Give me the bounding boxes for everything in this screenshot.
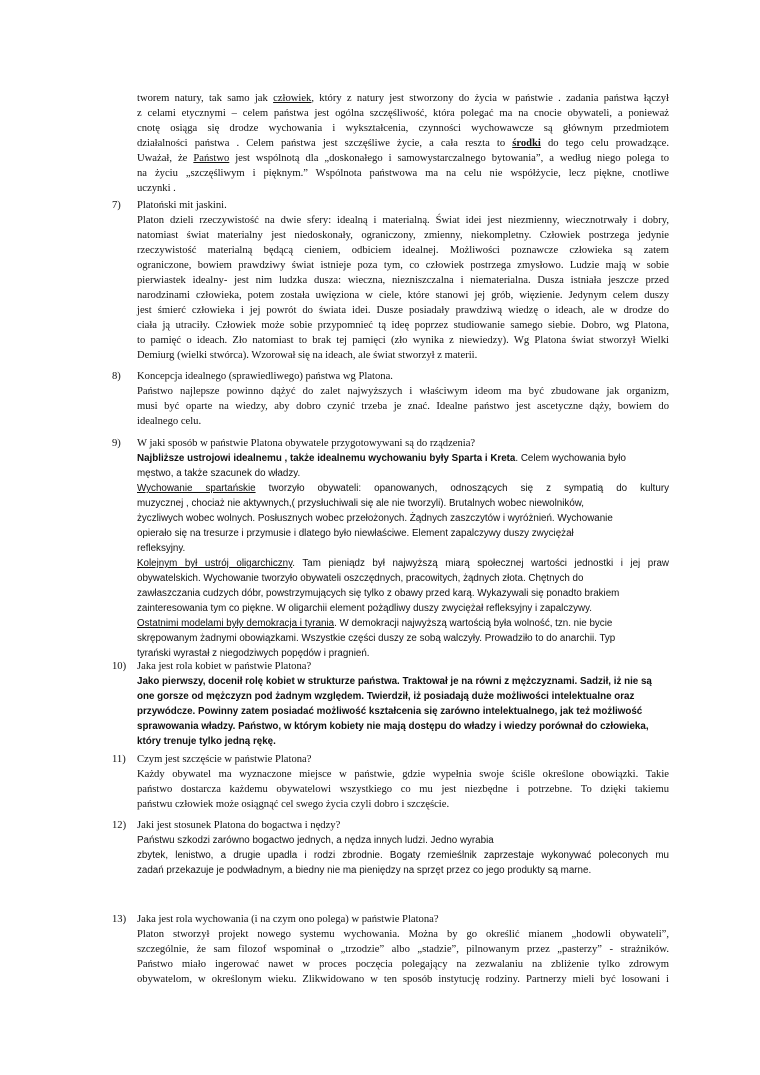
- body-line: [137, 734, 669, 749]
- section-10: [137, 659, 669, 749]
- bold-text: Najbliższe ustrojowi idealnemu , także idealnemu wychowaniu były Sparta i Kreta: [137, 453, 516, 464]
- section-title: Jaki jest stosunek Platona do bogactwa i nędzy?: [137, 820, 341, 831]
- body-line: [137, 451, 669, 466]
- section-number: 8): [112, 371, 121, 382]
- body-line: to pamięć o ideach. Zło natomiast to brak tej pamięci (zło wynika z niewiedzy). Wg Platona świat stworzył Wielki: [137, 335, 669, 346]
- bold-text: one gorsze od mężczyzn pod żadnym względem. Twierdził, iż posiadają duże możliwości intelektualne oraz: [137, 691, 635, 702]
- underlined-term: człowiek: [273, 93, 312, 104]
- text-run: do tego celu prowadzące.: [540, 138, 669, 149]
- intro-line: z celami etycznymi – celem państwa jest ogólna szczęśliwość, która polegać ma na cnocie obywateli, a ponieważ: [137, 108, 669, 119]
- body-line: pierwiastek idealny- jest nim ludzka dusza: wieczna, niezniszczalna i niematerialna. Dusza istniała jeszcze przed: [137, 275, 669, 286]
- text-run: . Tam pieniądz był najwyższą miarą społecznej wartości jednostki i jej praw: [292, 558, 669, 569]
- body-line: Demiurg (wielki stwórca). Wzorował się na ideach, ale świat stworzył z materii.: [137, 350, 478, 361]
- text-run: jest wspólnotą dla „doskonałego i samowystarczalnego bytowania”, a według niego polega to: [229, 153, 669, 164]
- section-title: W jaki sposób w państwie Platona obywatele przygotowywani są do rządzenia?: [137, 438, 476, 449]
- intro-line: cnotę osiąga się drodze wychowania i wykształcenia, czynności wychowawcze są głównym przedmiotem: [137, 123, 669, 134]
- body-line: zawłaszczania cudzych dóbr, powstrzymujących się tylko z obawy przed karą. Wykazywali się ponadto brakiem: [137, 588, 620, 599]
- section-number: 10): [112, 661, 127, 672]
- body-line: obywatelskich. Wychowanie tworzyło obywateli oszczędnych, pracowitych, żądnych złota. Chętnych do: [137, 573, 584, 584]
- intro-line: na życiu „szczęśliwym i pięknym.” Wspólnota państwowa ma na celu nie współżycie, lecz piękne, cnotliwe: [137, 168, 669, 179]
- body-line: Platon dzieli rzeczywistość na dwie sfery: idealną i materialną. Świat idei jest niezmienny, wiecznotrwały i dobry,: [137, 215, 669, 226]
- text-run: działalności państwa . Celem państwa jest szczęśliwe życie, a cała reszta to: [137, 138, 513, 149]
- bold-text: przywódcze. Powinny zatem posiadać możliwość kształcenia się zarówno intelektualnego, jak też możliwość: [137, 706, 643, 717]
- bold-text: Jako pierwszy, docenił rolę kobiet w strukturze państwa. Traktował je na równi z mężczyznami. Sadził, iż nie są: [137, 676, 652, 687]
- body-line: zainteresowania tym co piękne. W oligarchii element pożądliwy duszy zwyciężał refleksyjny i zapalczywy.: [137, 603, 593, 614]
- body-line: Każdy obywatel ma wyznaczone miejsce w państwie, gdzie wypełnia swoje ściśle określone obowiązki. Takie: [137, 769, 669, 780]
- body-line: państwu człowiek może osiągnąć cel swego życia czyli dobro i szczęście.: [137, 799, 450, 810]
- body-line: męstwo, a także szacunek do władzy.: [137, 468, 301, 479]
- body-line: skrępowanym żadnymi obowiązkami. Wszystkie części duszy ze sobą walczyły. Prowadziło to do anarchii. Typ: [137, 633, 616, 644]
- section-title: Jaka jest rola wychowania (i na czym ono polega) w państwie Platona?: [137, 914, 439, 925]
- body-line: [137, 719, 669, 734]
- section-9: [137, 436, 669, 661]
- body-line: zbytek, lenistwo, a drugie upadla i rodzi zbrodnie. Bogaty rzemieślnik zaprzestaje wykonywać poleconych mu: [137, 850, 669, 861]
- body-line: [137, 689, 669, 704]
- intro-paragraph: [137, 91, 669, 196]
- body-line: refleksyjny.: [137, 543, 186, 554]
- body-line: obywatelom, w określonym wieku. Zlikwidowano w ten sposób instytucję rodziny. Partnerzy mieli być losowani i: [137, 974, 669, 985]
- section-title: Platoński mit jaskini.: [137, 200, 227, 211]
- body-line: muzycznej , chociaż nie aktywnych,( przysłuchiwali się ale nie tworzyli). Brutalnych wobec niewolników,: [137, 498, 585, 509]
- section-title: Czym jest szczęście w państwie Platona?: [137, 754, 312, 765]
- underlined-term: Państwo: [193, 153, 230, 164]
- section-number: 12): [112, 820, 127, 831]
- body-line: ograniczone, bowiem prawdziwy świat istnieje poza tym, co człowiek postrzega zmysłowo. Ludzie mają w sobie: [137, 260, 669, 271]
- body-line: [137, 674, 669, 689]
- body-line: [137, 556, 669, 571]
- section-title: Koncepcja idealnego (sprawiedliwego) państwa wg Platona.: [137, 371, 393, 382]
- section-title: Jaka jest rola kobiet w państwie Platona?: [137, 661, 312, 672]
- intro-line: [137, 136, 669, 151]
- body-line: Państwu szkodzi zarówno bogactwo jednych, a nędza innych ludzi. Jedno wyrabia: [137, 835, 494, 846]
- body-line: rzeczywistość materialną będącą cieniem, odbiciem idealnej. Możliwości poznawcze człowieka są zatem: [137, 245, 669, 256]
- section-12: [137, 818, 669, 878]
- section-11: [137, 752, 669, 812]
- underlined-term: środki: [512, 138, 541, 149]
- body-line: narodzinami człowieka, potem została uwięziona w ciele, które stanowi jej grób, więzienie. Jedynym celem duszy: [137, 290, 669, 301]
- bold-text: sprawowania władzy. Państwo, w którym kobiety nie mają dostępu do władzy i wiedzy porównał do człowieka,: [137, 721, 649, 732]
- body-line: natomiast świat materialny jest niedoskonały, ograniczony, zmienny, niekompletny. Człowiek postrzega jedynie: [137, 230, 669, 241]
- section-8: [137, 369, 669, 429]
- intro-line: uczynki .: [137, 183, 176, 194]
- body-line: Państwo najlepsze powinno dążyć do zalet najwyższych i właściwym ideom ma być zbudowane jak organizm,: [137, 386, 669, 397]
- section-number: 11): [112, 754, 126, 765]
- body-line: [137, 616, 669, 631]
- body-line: państwo dostarcza każdemu obywatelowi wszystkiego co mu jest niezbędne i potrzebne. To dzięki takiemu: [137, 784, 669, 795]
- body-line: Platon stworzył projekt nowego systemu wychowania. Można by go określić mianem „hodowli obywateli”,: [137, 929, 669, 940]
- body-line: szczególnie, że sam filozof wspominał o „trzodzie” albo „stadzie”, pilnowanym przez „pasterzy” - strażników.: [137, 944, 669, 955]
- body-line: [137, 481, 669, 496]
- section-number: 9): [112, 438, 121, 449]
- body-line: idealnego celu.: [137, 416, 202, 427]
- text-run: . W demokracji najwyższą wartością była wolność, tzn. nie bycie: [334, 618, 613, 629]
- body-line: życzliwych wobec wolnych. Posłusznych wobec przełożonych. Żądnych zaszczytów i wyróżnień. Wychowanie: [137, 513, 613, 524]
- underlined-term: Ostatnimi modelami były demokracja i tyrania: [137, 618, 335, 629]
- body-line: opierało się na tresurze i przymusie i dlatego było niewłaściwe. Element zapalczywy duszy zwyciężał: [137, 528, 574, 539]
- section-13: [137, 912, 669, 987]
- section-number: 13): [112, 914, 127, 925]
- section-7: [137, 198, 669, 363]
- text-run: . Celem wychowania było: [515, 453, 626, 464]
- underlined-term: Wychowanie spartańskie: [137, 483, 256, 494]
- body-line: zadań przekazuje je podwładnym, a biedny nie ma pieniędzy na sprzęt przez co jego produkty są marne.: [137, 865, 592, 876]
- text-run: tworzyło obywateli: opanowanych, odnoszących się z sympatią do kultury: [255, 483, 669, 494]
- bold-text: który trenuje tylko jedną rękę.: [137, 736, 276, 747]
- underlined-term: Kolejnym był ustrój oligarchiczny: [137, 558, 293, 569]
- section-number: 7): [112, 200, 121, 211]
- body-line: tyrański wyrastał z niegodziwych popędów i pragnień.: [137, 648, 370, 659]
- intro-line: [137, 151, 669, 166]
- body-line: Państwo miało ingerować nawet w proces poczęcia polegający na zezwalaniu na zbliżenie tylko zdrowym: [137, 959, 669, 970]
- text-run: Uważał, że: [137, 153, 194, 164]
- body-line: musi być oparte na wiedzy, aby dobro czynić trzeba je znać. Idealne państwo jest ascetyczne dąży, bowiem do: [137, 401, 669, 412]
- body-line: [137, 704, 669, 719]
- text-run: tworem natury, tak samo jak: [137, 93, 274, 104]
- body-line: ciała ją utraciły. Człowiek może sobie przypomnieć tą ideę poprzez studiowanie samego siebie. Dobro, wg Platona,: [137, 320, 669, 331]
- text-run: , który z natury jest stworzony do życia w państwie . zadania państwa łączył: [311, 93, 670, 104]
- body-line: jest śmierć człowieka i jej powrót do świata idei. Dusze posiadały prawdziwą wiedzę o ideach, ale w drodze do: [137, 305, 669, 316]
- intro-line: [137, 91, 669, 106]
